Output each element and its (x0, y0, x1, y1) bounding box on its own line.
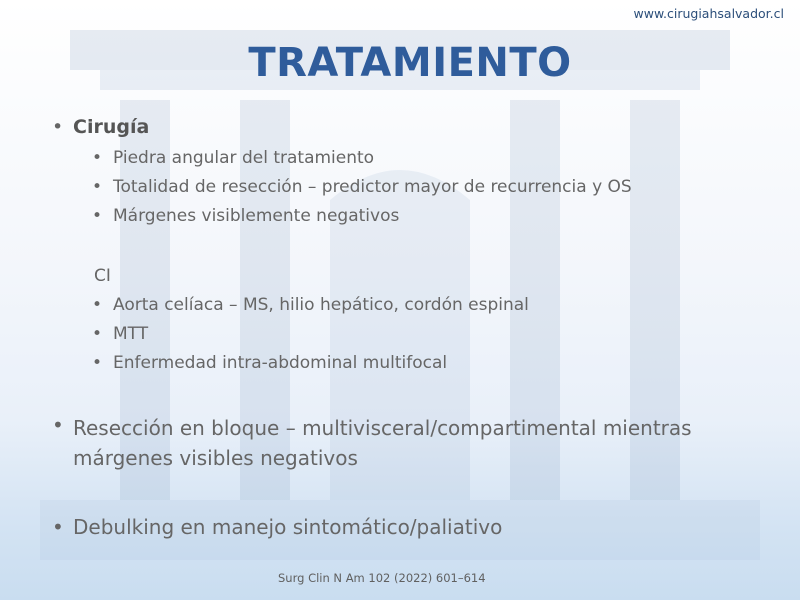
bullet-dot: • (52, 515, 64, 539)
list-item-text: MTT (113, 324, 149, 344)
list-item-text: Aorta celíaca – MS, hilio hepático, cordón espinal (113, 295, 529, 315)
bullet-dot: • (92, 324, 103, 344)
bullet-dot: • (52, 116, 64, 138)
footer-reference: Surg Clin N Am 102 (2022) 601–614 (278, 571, 486, 585)
bullet-dot: • (92, 295, 103, 315)
bullet-dot: • (92, 177, 103, 197)
list-item-text: Enfermedad intra-abdominal multifocal (113, 353, 448, 373)
bullet-dot: • (92, 206, 103, 226)
site-url: www.cirugiahsalvador.cl (633, 6, 784, 21)
bullet-dot: • (92, 353, 103, 373)
bullet-dot: • (52, 413, 64, 437)
list-item-text: Totalidad de resección – predictor mayor de recurrencia y OS (113, 177, 632, 197)
main-bullet-text-line: márgenes visibles negativos (73, 446, 358, 470)
main-bullet-text-line: Resección en bloque – multivisceral/compartimental mientras (73, 416, 692, 440)
bullet-dot: • (92, 148, 103, 168)
section-heading-cirugia: Cirugía (73, 116, 150, 138)
main-bullet-text: Debulking en manejo sintomático/paliativo (73, 515, 503, 539)
list-item-text: Márgenes visiblemente negativos (113, 206, 400, 226)
list-item-text: Piedra angular del tratamiento (113, 148, 375, 168)
section-heading-ci: CI (94, 266, 111, 286)
slide-title: TRATAMIENTO (248, 40, 572, 86)
